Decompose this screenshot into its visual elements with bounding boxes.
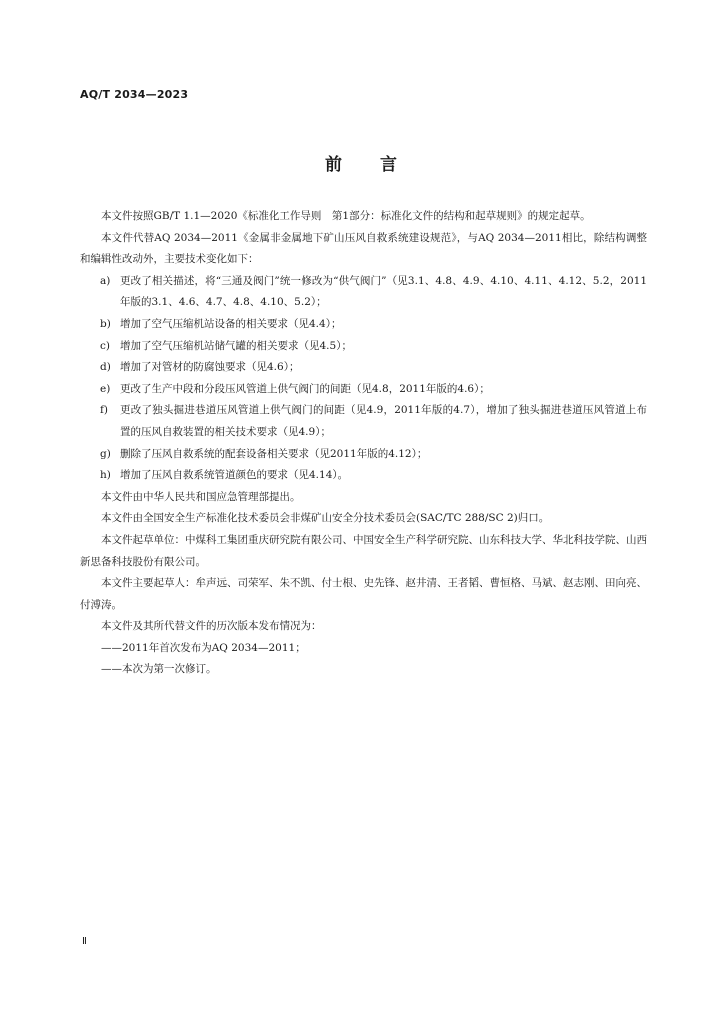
page-number: Ⅱ: [82, 936, 87, 947]
list-item-text: 增加了压风自救系统管道颜色的要求（见4.14）。: [120, 469, 349, 482]
list-marker: f): [100, 404, 108, 417]
list-marker: c): [100, 339, 110, 352]
list-item: [80, 314, 647, 336]
list-item-text: 删除了压风自救系统的配套设备相关要求（见2011年版的4.12）；: [120, 447, 428, 460]
list-marker: h): [100, 469, 111, 482]
history-item: ——本次为第一次修订。: [101, 663, 217, 676]
paragraph-committee: 本文件由全国安全生产标准化技术委员会非煤矿山安全分技术委员会(SAC/TC 288/SC 2)归口。: [101, 512, 550, 525]
list-item-text: 增加了空气压缩机站储气罐的相关要求（见4.5）；: [120, 339, 352, 352]
list-item-text: 增加了空气压缩机站设备的相关要求（见4.4）；: [120, 317, 342, 330]
history-item: ——2011年首次发布为AQ 2034—2011；: [101, 641, 306, 654]
list-item: [80, 271, 647, 314]
list-marker: g): [100, 447, 111, 460]
list-item: [80, 379, 647, 401]
list-item-text: 更改了生产中段和分段压风管道上供气阀门的间距（见4.8，2011年版的4.6）；: [120, 382, 490, 395]
list-item-text: 增加了对管材的防腐蚀要求（见4.6）；: [120, 361, 300, 374]
paragraph-replacement: 本文件代替AQ 2034—2011《金属非金属地下矿山压风自救系统建设规范》，与AQ 2034—2011相比，除结构调整和编辑性改动外，主要技术变化如下：: [80, 231, 647, 266]
title-char-2: 言: [380, 155, 399, 175]
list-marker: b): [100, 317, 111, 330]
list-item-text: 更改了独头掘进巷道压风管道上供气阀门的间距（见4.9，2011年版的4.7），增加了独头掘进巷道压风管道上布置的压风自救装置的相关技术要求（见4.9）；: [120, 404, 647, 438]
page-title: [0, 150, 724, 175]
paragraph-history-intro: 本文件及其所代替文件的历次版本发布情况为：: [101, 620, 322, 633]
list-item: [80, 444, 647, 466]
paragraph-drafting-rule: 本文件按照GB/T 1.1—2020《标准化工作导则 第1部分：标准化文件的结构和起草规则》的规定起草。: [101, 210, 591, 222]
document-code: AQ/T 2034—2023: [80, 88, 189, 101]
paragraph-drafters: 本文件主要起草人：牟声远、司荣军、朱不凯、付士根、史先锋、赵井清、王者韬、曹恒格、马斌、赵志刚、田向亮、付溥涛。: [80, 577, 647, 611]
list-item: [80, 465, 647, 487]
list-marker: d): [100, 361, 111, 374]
list-marker: a): [100, 274, 111, 287]
list-item: [80, 400, 647, 443]
title-char-1: 前: [325, 155, 344, 175]
list-marker: e): [100, 382, 111, 395]
list-item: [80, 336, 647, 358]
list-item: [80, 357, 647, 379]
foreword-body: [80, 206, 647, 681]
paragraph-drafting-units: 本文件起草单位：中煤科工集团重庆研究院有限公司、中国安全生产科学研究院、山东科技大学、华北科技学院、山西新思备科技股份有限公司。: [80, 533, 647, 568]
list-item-text: 更改了相关描述，将“三通及阀门”统一修改为“供气阀门”（见3.1、4.8、4.9、4.10、4.11、4.12、5.2，2011年版的3.1、4.6、4.7、4.8、4.10、5.2）；: [120, 274, 647, 309]
paragraph-proposer: 本文件由中华人民共和国应急管理部提出。: [101, 490, 301, 503]
